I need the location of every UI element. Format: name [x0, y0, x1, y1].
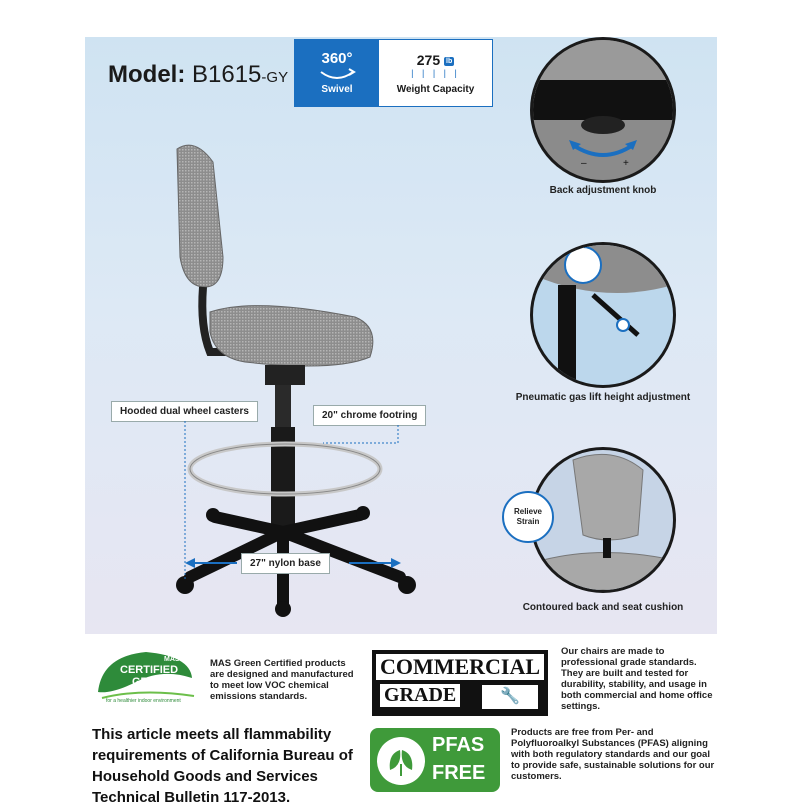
weight-value: 275 lb — [416, 52, 453, 68]
mas-logo-main1: CERTIFIED — [120, 664, 179, 676]
weight-label: Weight Capacity — [396, 84, 475, 95]
model-title: Model: B1615-GY — [108, 61, 289, 88]
commercial-grade-logo — [372, 650, 548, 716]
casters-callout: Hooded dual wheel casters — [111, 401, 258, 422]
commercial-line1: COMMERCIAL — [376, 654, 544, 680]
plus-icon: + — [623, 158, 629, 169]
mas-green-logo — [92, 648, 200, 710]
swivel-label: Swivel — [321, 84, 353, 95]
commercial-line2: GRADE — [380, 684, 460, 707]
relieve-strain-label: Relieve Strain — [513, 507, 543, 526]
flammability-statement: This article meets all flammability requirements of California Bureau of Household Goods and Services Technical Bulletin 117-2013. — [92, 726, 353, 806]
contoured-caption: Contoured back and seat cushion — [522, 602, 684, 613]
swivel-value: 360° — [321, 50, 353, 67]
leaf-icon — [376, 736, 426, 786]
footring-leader-line — [323, 425, 403, 455]
product-hero-panel — [85, 37, 717, 634]
spec-badge — [294, 39, 493, 107]
mas-logo-main2: GREEN — [132, 676, 172, 688]
chair-image — [155, 137, 475, 617]
commercial-description: Our chairs are made to professional grade standards. They are built and tested for durability, stability, and usage in both commercial and home office settings. — [561, 646, 713, 712]
weight-unit-icon: lb — [446, 57, 453, 65]
relieve-strain-badge — [502, 491, 554, 543]
wrench-icon: 🔧 — [482, 685, 538, 709]
back-knob-photo — [530, 37, 676, 183]
pfas-line2: FREE — [432, 762, 486, 784]
swivel-badge — [295, 40, 379, 106]
pfas-free-logo — [370, 728, 500, 792]
minus-icon: – — [581, 158, 587, 169]
rotate-icon — [317, 66, 357, 82]
footring-callout: 20" chrome footring — [313, 405, 426, 426]
pfas-line1: PFAS — [432, 734, 485, 756]
gas-lift-photo — [530, 242, 676, 388]
base-arrow — [183, 553, 403, 573]
back-knob-caption: Back adjustment knob — [549, 185, 657, 196]
mas-logo-tag: for a healthier indoor environment — [106, 698, 181, 704]
base-callout: 27" nylon base — [241, 553, 330, 574]
gas-lift-caption: Pneumatic gas lift height adjustment — [515, 392, 691, 403]
pfas-description: Products are free from Per- and Polyfluoroalkyl Substances (PFAS) aligning with both regulatory standards and our goal to provide safe, sustainable solutions for our customers. — [511, 727, 715, 782]
mas-description: MAS Green Certified products are designed and manufactured to meet low VOC chemical emissions standards. — [210, 658, 354, 702]
scale-ticks-icon: | | | | | — [411, 68, 460, 78]
mas-logo-top: MAS — [164, 656, 180, 663]
